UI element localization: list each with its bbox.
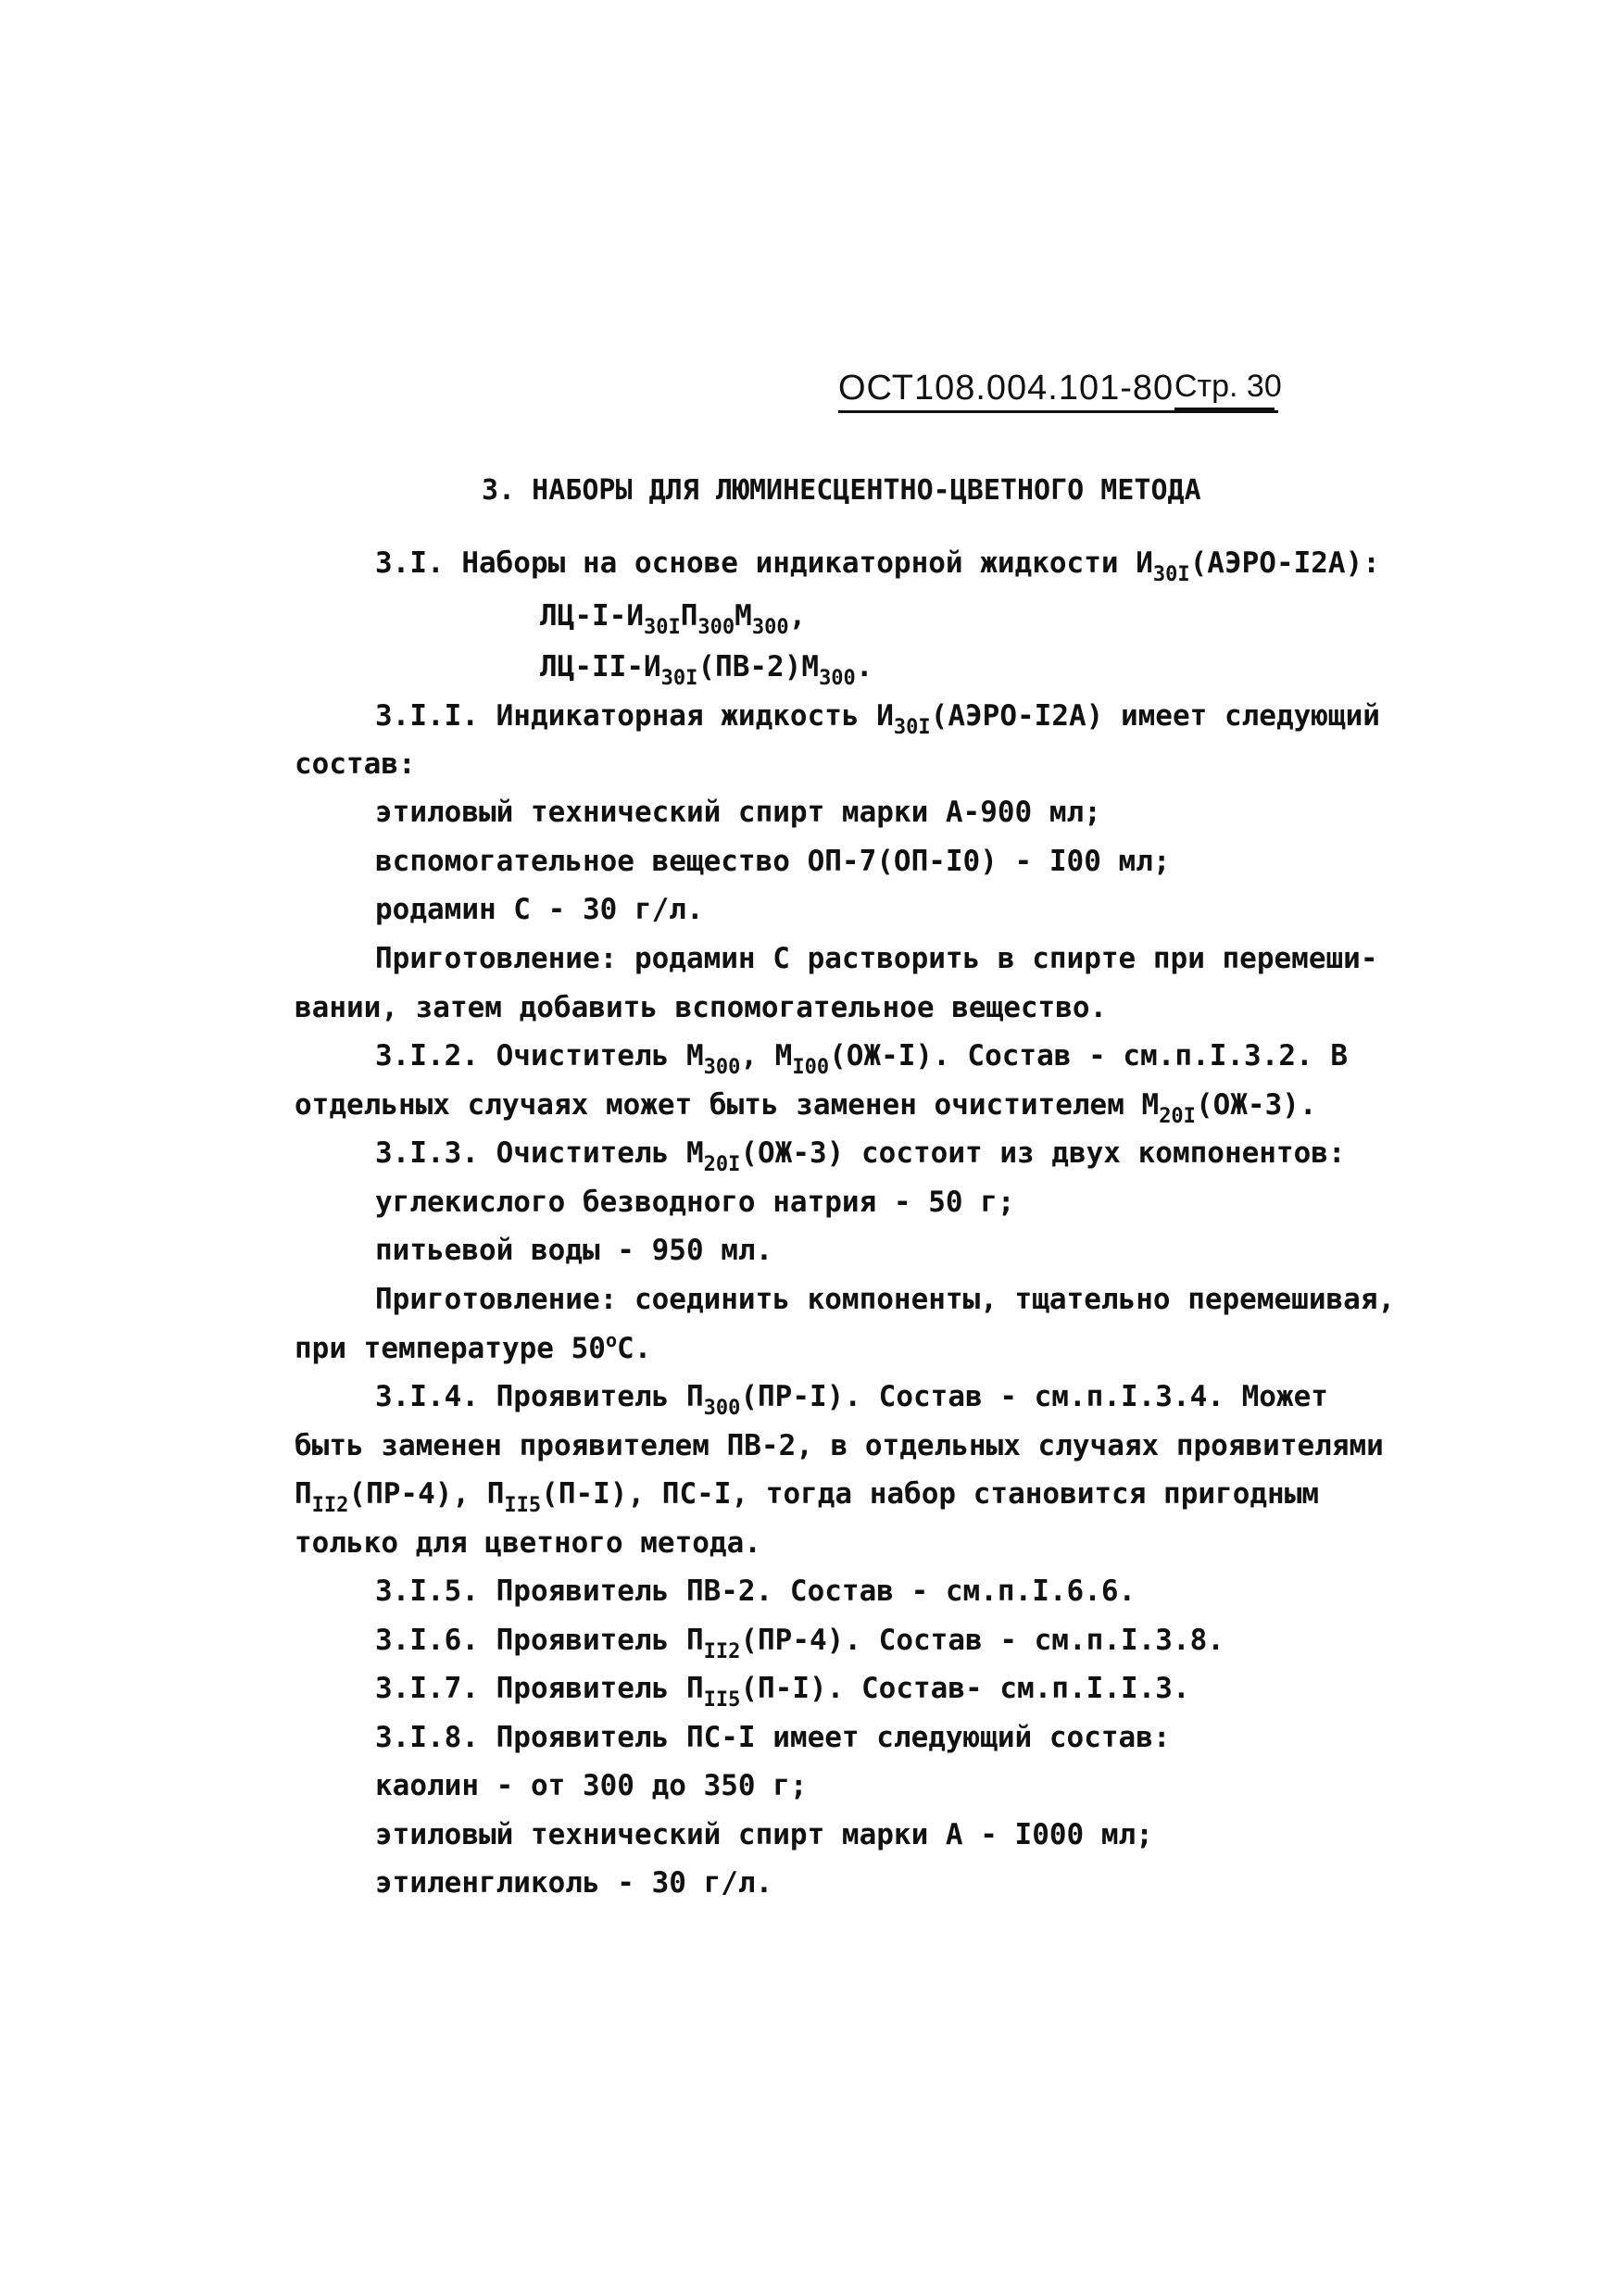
p314-b: (ПР-I). Состав - см.п.I.3.4. Может bbox=[740, 1380, 1328, 1413]
paragraph-3-1-4-line2: быть заменен проявителем ПВ-2, в отдельных случаях проявителями bbox=[295, 1429, 1384, 1462]
p312-line2a: отдельных случаях может быть заменен очистителем М bbox=[295, 1088, 1160, 1122]
composition3-line-3: этиленгликоль - 30 г/л. bbox=[375, 1866, 773, 1900]
p311-sub: 30I bbox=[893, 716, 931, 739]
paragraph-3-1-4-line4: только для цветного метода. bbox=[295, 1526, 761, 1560]
p314-l3b: (ПР-4), П bbox=[348, 1477, 505, 1511]
p312-s1: 300 bbox=[703, 1056, 741, 1079]
paragraph-3-1-4-line3 bbox=[295, 1475, 1320, 1517]
page-number-underline bbox=[1174, 408, 1275, 410]
p316-a: 3.I.6. Проявитель П bbox=[375, 1624, 704, 1657]
page-number: Стр. 30 bbox=[1174, 369, 1282, 404]
p312-s2: I00 bbox=[792, 1056, 830, 1079]
set-2-formula bbox=[540, 648, 873, 690]
composition1-line-1: этиловый технический спирт марки А-900 мл; bbox=[375, 796, 1101, 829]
prep2-sup: o bbox=[605, 1329, 617, 1351]
paragraph-3-1-2 bbox=[375, 1037, 1349, 1079]
composition3-line-1: каолин - от 300 до 350 г; bbox=[375, 1769, 808, 1802]
p314-a: 3.I.4. Проявитель П bbox=[375, 1380, 704, 1413]
set2-a: ЛЦ-II-И bbox=[540, 650, 661, 684]
p317-a: 3.I.7. Проявитель П bbox=[375, 1672, 704, 1705]
paragraph-3-1-4 bbox=[375, 1378, 1328, 1420]
p314-l3a: П bbox=[295, 1477, 312, 1511]
p312-c: (ОЖ-I). Состав - см.п.I.3.2. В bbox=[829, 1039, 1349, 1073]
set2-s1: 30I bbox=[660, 667, 698, 690]
p314-l3c: (П-I), ПС-I, тогда набор становится пригодным bbox=[541, 1477, 1320, 1511]
composition3-line-2: этиловый технический спирт марки А - I000 мл; bbox=[375, 1818, 1153, 1851]
set1-b: П bbox=[680, 599, 698, 633]
p311-text: 3.I.I. Индикаторная жидкость И bbox=[375, 699, 894, 733]
paragraph-3-1-3 bbox=[375, 1135, 1346, 1176]
set1-c: М bbox=[735, 599, 752, 633]
paragraph-3-1-1 bbox=[375, 697, 1380, 739]
set2-c: . bbox=[855, 650, 873, 684]
p312-b: , М bbox=[740, 1039, 793, 1073]
paragraph-3-1-5: 3.I.5. Проявитель ПВ-2. Состав - см.п.I.6.6. bbox=[375, 1575, 1137, 1608]
set1-s3: 300 bbox=[751, 616, 789, 639]
p31-tail: (АЭРО-I2А): bbox=[1189, 546, 1380, 580]
p314-s1: 300 bbox=[703, 1397, 741, 1420]
composition1-line-3: родамин С - 30 г/л. bbox=[375, 893, 704, 926]
p312-a: 3.I.2. Очиститель М bbox=[375, 1039, 704, 1073]
set1-s2: 300 bbox=[697, 616, 735, 639]
paragraph-3-1-6 bbox=[375, 1622, 1224, 1663]
p312-s3: 20I bbox=[1159, 1105, 1196, 1128]
prep2-line-2 bbox=[295, 1330, 651, 1367]
p312-line2b: (ОЖ-3). bbox=[1195, 1088, 1317, 1122]
header-underline bbox=[838, 410, 1278, 413]
p311-tail: (АЭРО-I2А) имеет следующий bbox=[930, 699, 1380, 733]
prep1-line-1: Приготовление: родамин С растворить в спирте при перемеши- bbox=[375, 942, 1378, 975]
p314-s2: II2 bbox=[311, 1494, 349, 1517]
paragraph-3-1-8: 3.I.8. Проявитель ПС-I имеет следующий состав: bbox=[375, 1721, 1171, 1754]
paragraph-3-1-1-line2: состав: bbox=[295, 747, 416, 781]
p31-sub: 30I bbox=[1152, 563, 1190, 586]
set1-a: ЛЦ-I-И bbox=[540, 599, 644, 633]
paragraph-3-1 bbox=[375, 545, 1380, 586]
prep1-line-2: вании, затем добавить вспомогательное вещество. bbox=[295, 991, 1108, 1024]
document-code: ОСТ108.004.101-80 bbox=[838, 369, 1174, 408]
set1-d: , bbox=[788, 599, 807, 633]
set-1-formula bbox=[540, 597, 807, 639]
p316-b: (ПР-4). Состав - см.п.I.3.8. bbox=[740, 1624, 1224, 1657]
paragraph-3-1-7 bbox=[375, 1670, 1190, 1712]
composition2-line-2: питьевой воды - 950 мл. bbox=[375, 1234, 773, 1267]
p313-s1: 20I bbox=[703, 1153, 741, 1176]
prep2-line2b: С. bbox=[617, 1332, 652, 1365]
p317-b: (П-I). Состав- см.п.I.I.3. bbox=[740, 1672, 1190, 1705]
set2-s2: 300 bbox=[819, 667, 856, 690]
p31-text: 3.I. Наборы на основе индикаторной жидкости И bbox=[375, 546, 1153, 580]
set2-b: (ПВ-2)М bbox=[697, 650, 820, 684]
p314-s3: II5 bbox=[504, 1494, 542, 1517]
section-title: 3. НАБОРЫ ДЛЯ ЛЮМИНЕСЦЕНТНО-ЦВЕТНОГО МЕТОДА bbox=[482, 474, 1201, 507]
p313-b: (ОЖ-3) состоит из двух компонентов: bbox=[740, 1136, 1346, 1170]
p317-sub: II5 bbox=[703, 1688, 741, 1712]
set1-s1: 30I bbox=[643, 616, 681, 639]
paragraph-3-1-2-line2 bbox=[295, 1086, 1317, 1128]
p313-a: 3.I.3. Очиститель М bbox=[375, 1136, 704, 1170]
p316-sub: II2 bbox=[703, 1640, 741, 1663]
composition2-line-1: углекислого безводного натрия - 50 г; bbox=[375, 1186, 1015, 1219]
prep2-line2a: при температуре 50 bbox=[295, 1332, 606, 1365]
composition1-line-2: вспомогательное вещество ОП-7(ОП-I0) - I00 мл; bbox=[375, 845, 1171, 878]
prep2-line-1: Приготовление: соединить компоненты, тщательно перемешивая, bbox=[375, 1283, 1396, 1316]
